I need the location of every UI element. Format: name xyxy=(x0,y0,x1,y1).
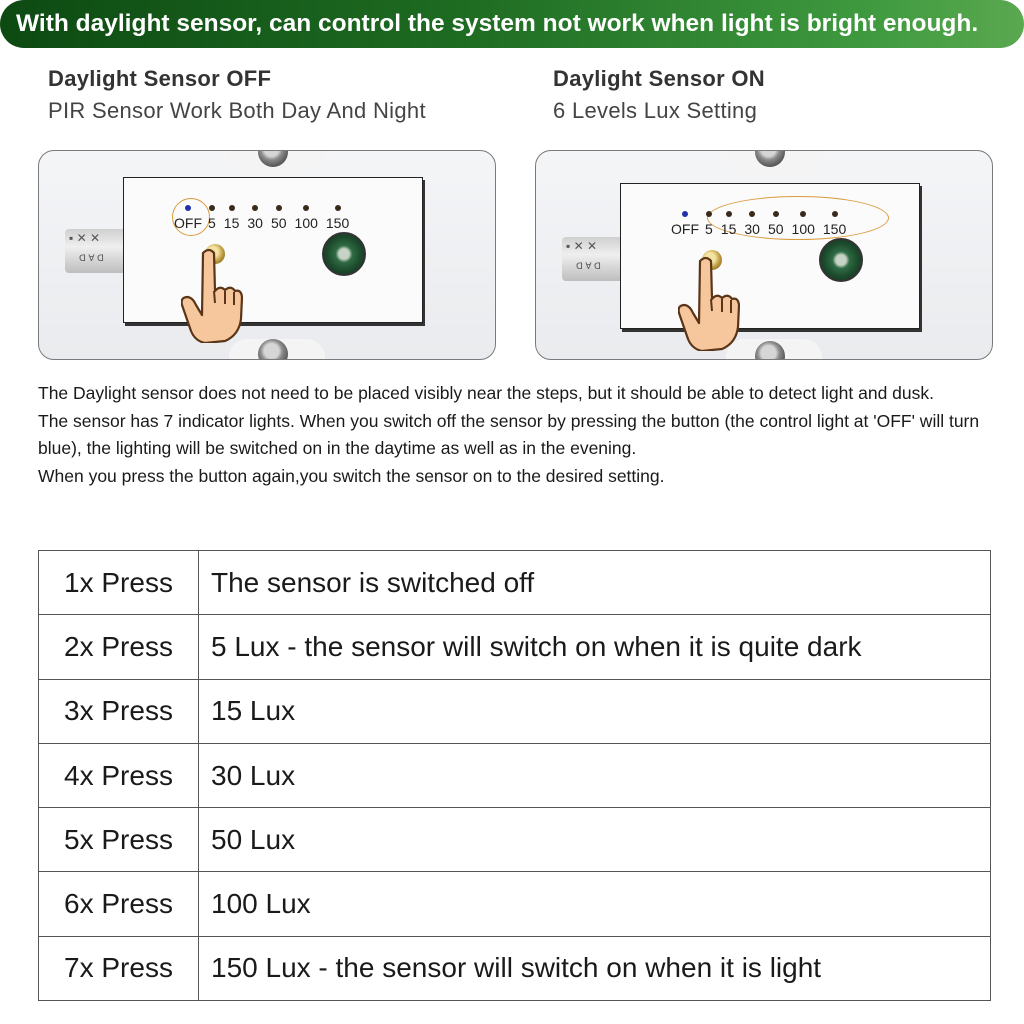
led-dot-icon xyxy=(303,205,309,211)
indicator-light xyxy=(208,205,216,231)
indicator-label: OFF xyxy=(671,221,699,237)
led-dot-icon xyxy=(252,205,258,211)
left-title: Daylight Sensor OFF xyxy=(48,66,272,91)
table-row xyxy=(39,743,991,807)
setting-cell: 15 Lux xyxy=(199,679,991,743)
indicator-label: 100 xyxy=(791,221,815,237)
led-dot-icon xyxy=(229,205,235,211)
left-heading xyxy=(48,66,426,124)
indicator-light xyxy=(792,211,815,237)
press-count-cell: 2x Press xyxy=(39,615,199,679)
sensor-module xyxy=(123,177,423,323)
setting-cell: 150 Lux - the sensor will switch on when it is light xyxy=(199,936,991,1000)
indicator-light xyxy=(768,211,784,237)
sensor-on-photo xyxy=(535,150,993,360)
press-count-cell: 4x Press xyxy=(39,743,199,807)
right-subtitle: 6 Levels Lux Setting xyxy=(553,98,758,123)
indicator-label: 150 xyxy=(822,221,847,237)
indicator-label: 50 xyxy=(270,215,287,231)
press-count-cell: 5x Press xyxy=(39,808,199,872)
sensitivity-knob[interactable] xyxy=(322,232,366,276)
indicator-label: 5 xyxy=(208,215,216,231)
indicator-label: OFF xyxy=(174,215,202,231)
indicator-light xyxy=(671,211,699,237)
table-row xyxy=(39,615,991,679)
setting-cell: 30 Lux xyxy=(199,743,991,807)
pointing-hand-icon xyxy=(181,247,243,343)
indicator-label: 5 xyxy=(705,221,713,237)
indicator-label: 150 xyxy=(325,215,350,231)
led-dot-icon xyxy=(726,211,732,217)
table-row xyxy=(39,551,991,615)
press-count-cell: 1x Press xyxy=(39,551,199,615)
description-paragraph: When you press the button again,you switch the sensor on to the desired setting. xyxy=(38,465,665,486)
indicator-label: 30 xyxy=(247,215,263,231)
setting-cell: 5 Lux - the sensor will switch on when it is quite dark xyxy=(199,615,991,679)
led-dot-icon xyxy=(773,211,779,217)
led-dot-icon xyxy=(185,205,191,211)
indicator-lights xyxy=(671,211,854,237)
indicator-light xyxy=(247,205,263,231)
indicator-label: 15 xyxy=(223,215,240,231)
indicator-label: 50 xyxy=(767,221,784,237)
table-row xyxy=(39,808,991,872)
led-dot-icon xyxy=(800,211,806,217)
indicator-light xyxy=(326,205,349,231)
press-count-cell: 3x Press xyxy=(39,679,199,743)
led-dot-icon xyxy=(276,205,282,211)
indicator-light xyxy=(744,211,760,237)
led-dot-icon xyxy=(209,205,215,211)
indicator-label: 30 xyxy=(744,221,760,237)
indicator-light xyxy=(271,205,287,231)
setting-cell: 100 Lux xyxy=(199,872,991,936)
setting-cell: 50 Lux xyxy=(199,808,991,872)
indicator-light xyxy=(721,211,737,237)
indicator-lights xyxy=(174,205,357,231)
sensitivity-knob[interactable] xyxy=(819,238,863,282)
pointing-hand-icon xyxy=(678,255,740,351)
sensor-off-photo xyxy=(38,150,496,360)
led-dot-icon xyxy=(749,211,755,217)
headline-banner: With daylight sensor, can control the system not work when light is bright enough. xyxy=(0,0,1024,48)
indicator-light xyxy=(823,211,846,237)
press-settings-table xyxy=(38,550,991,1001)
right-title: Daylight Sensor ON xyxy=(553,66,765,91)
indicator-label: 15 xyxy=(720,221,737,237)
right-heading xyxy=(553,66,765,124)
led-dot-icon xyxy=(706,211,712,217)
cable-connector: ▪ ✕ ✕ ᗡ ∀ ᗡ xyxy=(562,237,632,281)
description-paragraph: The sensor has 7 indicator lights. When you switch off the sensor by pressing the button (the control light at 'OFF' will turn blue), the lighting will be switched on in the daytime as well as in the evening. xyxy=(38,410,980,458)
table-row xyxy=(39,872,991,936)
indicator-light xyxy=(174,205,202,231)
indicator-light xyxy=(295,205,318,231)
left-subtitle: PIR Sensor Work Both Day And Night xyxy=(48,98,426,123)
indicator-light xyxy=(224,205,240,231)
description xyxy=(38,380,988,490)
table-row xyxy=(39,679,991,743)
setting-cell: The sensor is switched off xyxy=(199,551,991,615)
sensor-module xyxy=(620,183,920,329)
press-count-cell: 6x Press xyxy=(39,872,199,936)
led-dot-icon xyxy=(682,211,688,217)
cable-connector: ▪ ✕ ✕ ᗡ ∀ ᗡ xyxy=(65,229,135,273)
indicator-label: 100 xyxy=(294,215,318,231)
table-row xyxy=(39,936,991,1000)
indicator-light xyxy=(705,211,713,237)
press-count-cell: 7x Press xyxy=(39,936,199,1000)
led-dot-icon xyxy=(335,205,341,211)
description-paragraph: The Daylight sensor does not need to be placed visibly near the steps, but it should be able to detect light and dusk. xyxy=(38,383,934,403)
led-dot-icon xyxy=(832,211,838,217)
